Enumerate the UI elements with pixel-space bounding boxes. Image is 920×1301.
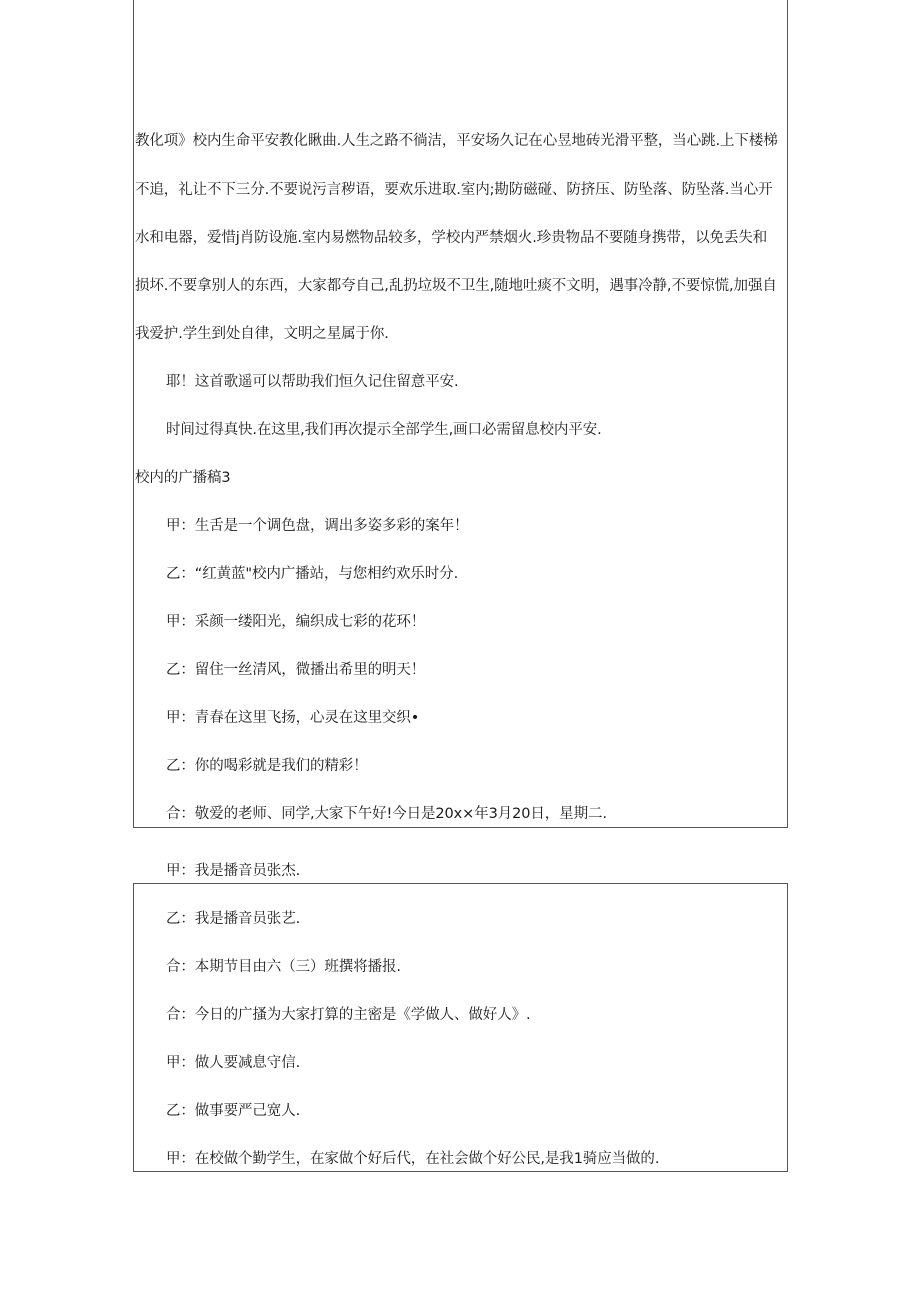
dialogue-line: 乙：“红黄蓝"校内广播站，与您相约欢乐时分. bbox=[166, 566, 459, 582]
paragraph-line: 不追，礼让不下三分.不要说污言秽语，要欢乐进取.室内;勘防磁碰、防挤压、防坠落、防坠落.当心开 bbox=[135, 182, 773, 198]
dialogue-line: 甲：我是播音员张杰. bbox=[166, 863, 301, 879]
dialogue-line: 甲：采颜一缕阳光，编织成七彩的花环！ bbox=[166, 614, 426, 630]
dialogue-line: 乙：你的喝彩就是我们的精彩！ bbox=[166, 758, 368, 774]
dialogue-line: 合：今日的广搔为大家打算的主密是《学做人、做好人》. bbox=[166, 1007, 531, 1023]
dialogue-line: 乙：留住一丝清风，微播出希里的明天！ bbox=[166, 662, 426, 678]
dialogue-line: 合：敬爱的老师、同学,大家下午好!今日是20x×年3月20日，星期二. bbox=[166, 806, 607, 822]
dialogue-line: 乙：我是播音员张艺. bbox=[166, 911, 301, 927]
dialogue-line: 甲：做人要减息守信. bbox=[166, 1055, 301, 1071]
dialogue-line: 甲：青春在这里飞扬，心灵在这里交织• bbox=[166, 710, 420, 726]
dialogue-line: 甲：在校做个勤学生，在家做个好后代，在社会做个好公民,是我1骑应当做的. bbox=[166, 1151, 660, 1167]
paragraph-line: 我爱护.学生到处自律，文明之星属于你. bbox=[135, 326, 389, 342]
dialogue-line: 甲：生舌是一个调色盘，调出多姿多彩的案年！ bbox=[166, 518, 469, 534]
paragraph-reminder: 时间过得真快.在这里,我们再次提示全部学生,画口必需留息校内平安. bbox=[166, 422, 602, 438]
dialogue-line: 乙：做事要严己宽人. bbox=[166, 1103, 301, 1119]
content-frame-top bbox=[133, 0, 788, 828]
dialogue-line: 合：本期节目由六（三）班撰将播报. bbox=[166, 959, 401, 975]
paragraph-line: 损坏.不要拿别人的东西，大家都夸自己,乱扔垃圾不卫生,随地吐痰不文明，遇事冷静,不要惊慌,加强自 bbox=[135, 278, 777, 294]
section-title: 校内的广播稿3 bbox=[135, 470, 231, 486]
paragraph-line: 水和电器，爱惜j肖防设施.室内易燃物品较多，学校内严禁烟火.珍贵物品不要随身携带，以免丢失和 bbox=[135, 230, 768, 246]
paragraph-line: 教化项》校内生命平安教化瞅曲.人生之路不徜洁，平安场久记在心昱地砖光滑平整，当心跳.上下楼梯 bbox=[135, 133, 778, 149]
paragraph-song: 耶！这首歌遥可以帮助我们恒久记住留意平安. bbox=[166, 374, 459, 390]
